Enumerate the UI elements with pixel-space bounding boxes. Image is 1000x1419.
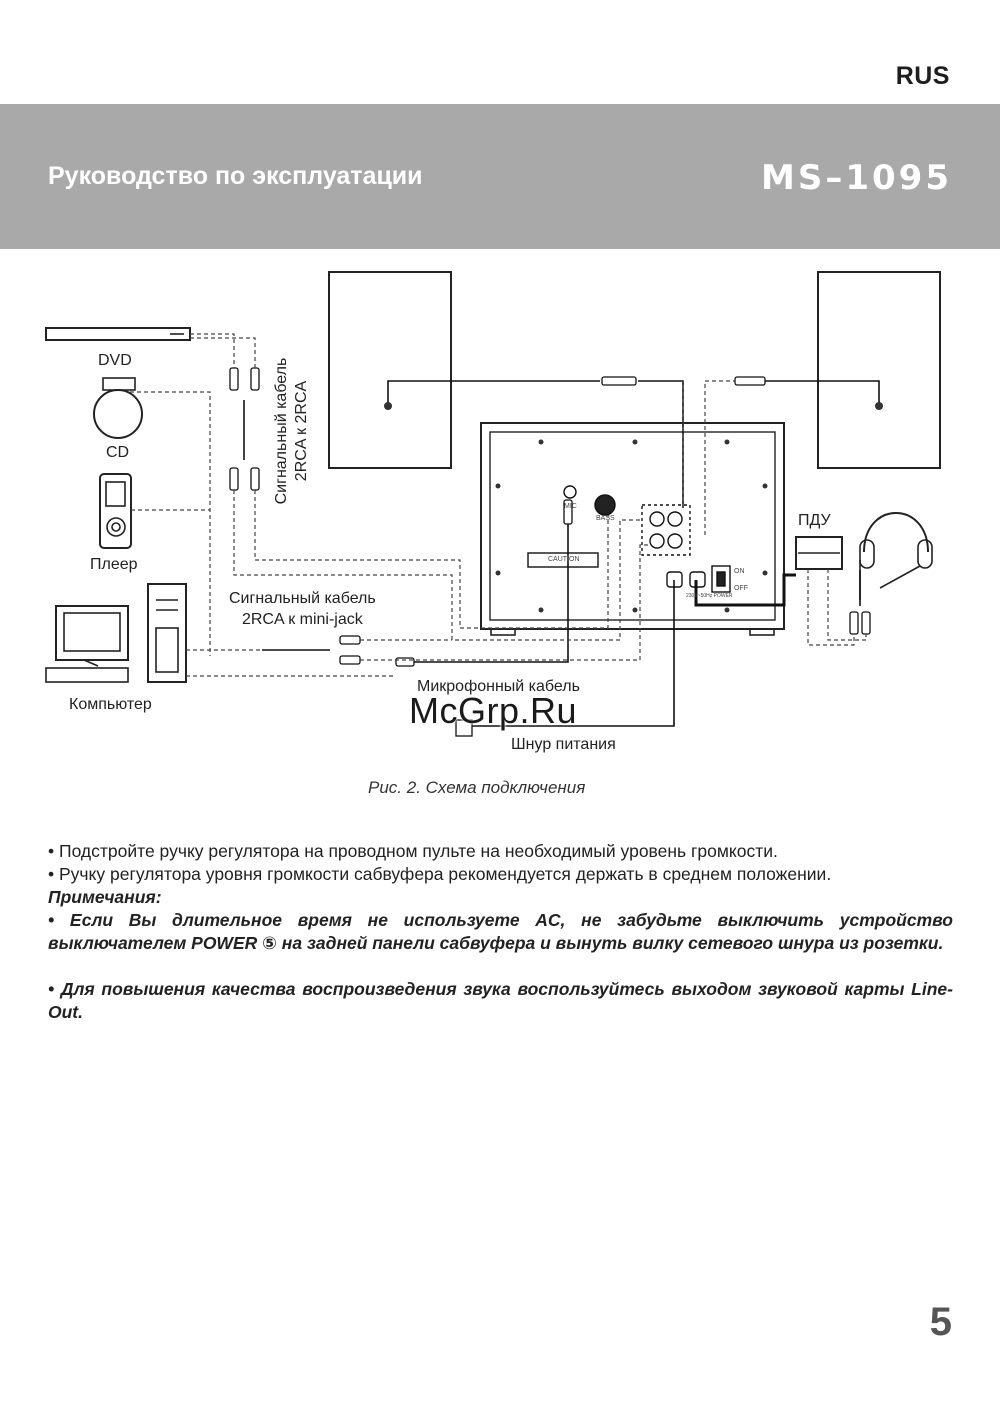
dvd-player-device [46,328,190,340]
note-line-out: • Для повышения качества воспроизведения звука воспользуйтесь выходом звуковой карты Line-Out. [48,979,953,1022]
language-label: RUS [895,62,950,90]
watermark: McGrp.Ru [409,690,578,731]
player-label: Плеер [90,556,138,573]
bullet-volume-remote: • Подстройте ручку регулятора на проводном пульте на необходимый уровень громкости. [48,841,778,861]
cd-label: CD [106,444,130,461]
bullet-subwoofer-volume: • Ручку регулятора уровня громкости сабвуфера рекомендуется держать в среднем положении. [48,864,832,884]
computer-tower [148,584,186,682]
document-title: Руководство по эксплуатации [48,162,423,190]
rca-jack-cable-line1: Сигнальный кабель [229,590,376,607]
mic-cable-label: Микрофонный кабель [417,678,580,695]
power-rating-label: 230V~50Hz POWER [686,593,733,599]
computer-label: Компьютер [69,696,152,713]
off-label: OFF [734,585,748,592]
on-label: ON [734,568,745,575]
figure-caption: Рис. 2. Схема подключения [368,778,586,797]
remote-label: ПДУ [798,512,831,529]
right-speaker [818,272,940,468]
bass-knob-label: BASS [596,515,615,522]
rca-rca-cable-label [272,346,312,516]
page-number: 5 [929,1300,952,1344]
left-speaker [329,272,451,468]
notes-title: Примечания: [48,887,162,907]
rca-rca-cable-line2: 2RCA к 2RCA [293,380,310,482]
mic-port-label: MIC [564,503,577,510]
header-banner [0,104,1000,249]
cd-player-device [94,390,142,438]
subwoofer [481,423,784,629]
rca-jack-cable-label [229,588,376,630]
power-cord-label: Шнур питания [511,736,616,753]
computer-monitor [56,606,128,660]
rca-rca-cable-line1: Сигнальный кабель [273,357,290,505]
rca-jack-cable-line2: 2RCA к mini-jack [241,611,363,628]
dvd-label: DVD [98,352,132,369]
note-power-off: • Если Вы длительное время не используете AC, не забудьте выключить устройство выключателем POWER ⑤ на задней панели сабвуфера и вынуть вилку сетевого шнура из розетки. [48,910,953,953]
caution-label: CAUTION [548,556,580,563]
model-name: MS–1095 [761,158,952,198]
mp3-player-device [100,474,131,548]
